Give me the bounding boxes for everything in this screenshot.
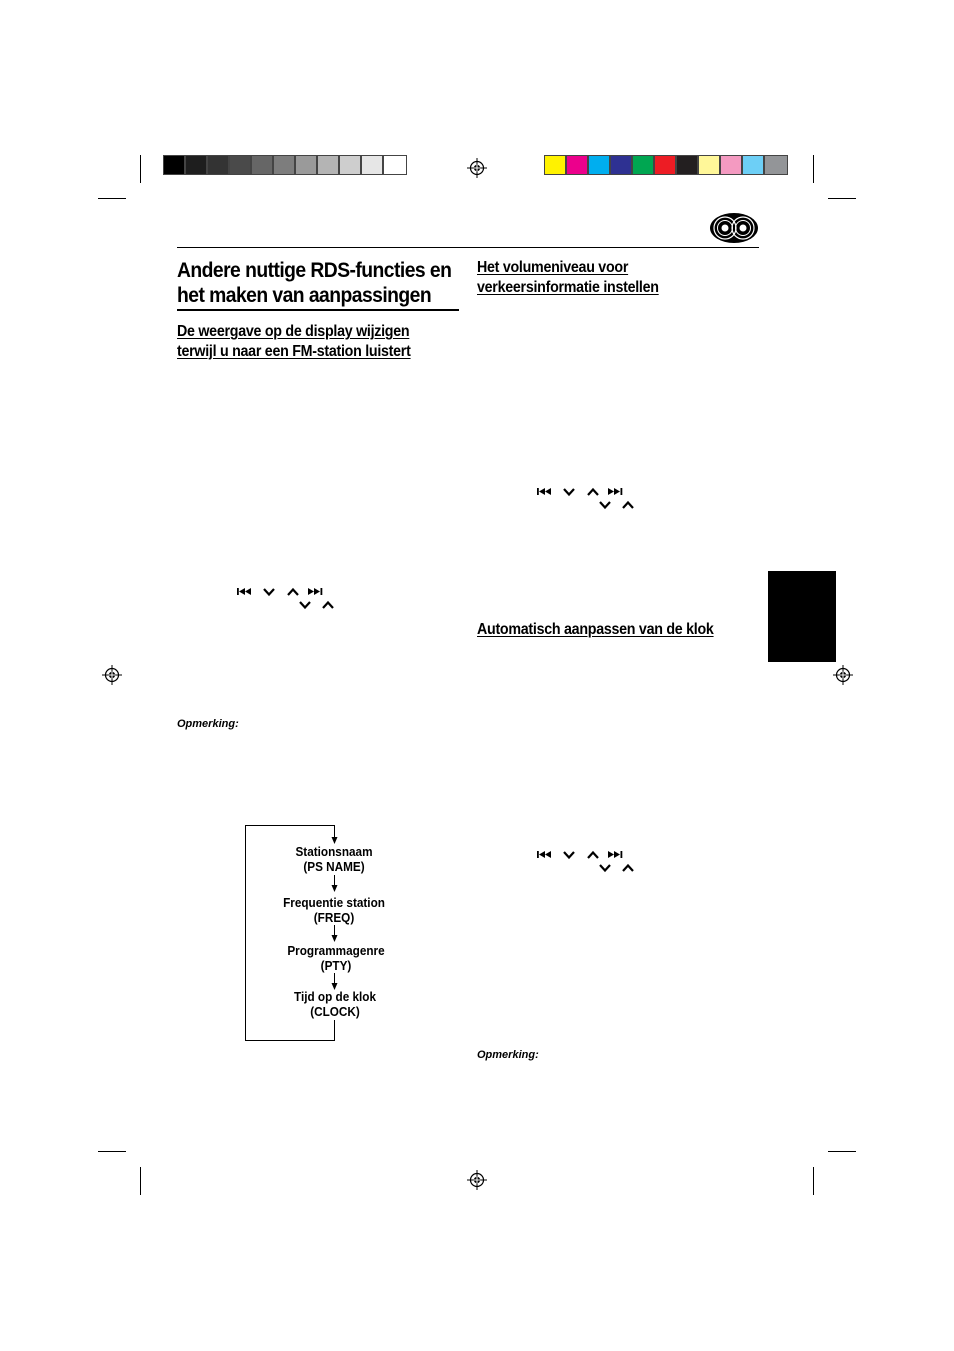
flow-item-code: (PS NAME): [303, 859, 365, 874]
control-buttons-icon: [236, 585, 336, 611]
crop-mark: [828, 198, 856, 199]
flow-loop-line: [245, 1040, 335, 1041]
section-heading-line2: verkeersinformatie instellen: [477, 279, 659, 296]
flow-item: [260, 990, 410, 1019]
flow-item-label: Stationsnaam: [295, 845, 373, 859]
crop-mark: [813, 155, 814, 183]
gray-swatch: [339, 155, 361, 175]
color-swatch: [588, 155, 610, 175]
gray-swatch: [229, 155, 251, 175]
section-heading-display: [177, 322, 411, 362]
flow-item-code: (CLOCK): [310, 1004, 360, 1019]
gray-swatch: [361, 155, 383, 175]
gray-swatch: [251, 155, 273, 175]
color-swatch: [720, 155, 742, 175]
section-heading-clock: Automatisch aanpassen van de klok: [477, 621, 714, 638]
registration-mark-icon: [833, 665, 853, 685]
section-heading-line2: terwijl u naar een FM-station luistert: [177, 343, 411, 360]
gray-swatch: [207, 155, 229, 175]
section-heading-line1: De weergave op de display wijzigen: [177, 323, 410, 340]
control-buttons-icon: [536, 485, 636, 511]
flow-arrow-icon: [329, 825, 340, 845]
crop-mark: [98, 1151, 126, 1152]
crop-mark: [828, 1151, 856, 1152]
gray-swatch: [163, 155, 185, 175]
flow-loop-line: [245, 825, 335, 826]
crop-mark: [140, 155, 141, 183]
language-tab: [768, 571, 836, 662]
section-heading-line1: Het volumeniveau voor: [477, 259, 629, 276]
color-swatch: [632, 155, 654, 175]
crop-mark: [98, 198, 126, 199]
color-swatch: [764, 155, 788, 175]
color-swatch: [676, 155, 698, 175]
flow-item-label: Tijd op de klok: [293, 990, 377, 1004]
note-label: Opmerking:: [177, 718, 239, 730]
registration-mark-icon: [102, 665, 122, 685]
registration-mark-icon: [467, 158, 487, 178]
header-rule: [177, 247, 759, 248]
crop-mark: [140, 1167, 141, 1195]
gray-swatch: [295, 155, 317, 175]
flow-item: [261, 944, 411, 973]
section-heading-traffic-volume: [477, 258, 659, 298]
disc-logo-icon: [709, 212, 759, 244]
registration-mark-icon: [467, 1170, 487, 1190]
gray-swatch: [317, 155, 339, 175]
control-buttons-icon: [536, 848, 636, 874]
color-swatch: [742, 155, 764, 175]
page-title-line1: Andere nuttige RDS-functies en: [177, 259, 452, 282]
color-swatch: [654, 155, 676, 175]
color-swatch: [610, 155, 632, 175]
crop-mark: [813, 1167, 814, 1195]
flow-arrow-icon: [329, 973, 340, 991]
flow-arrow-icon: [329, 875, 340, 893]
page-title-line2: het maken van aanpassingen: [177, 284, 432, 307]
page-title: [177, 258, 451, 308]
flow-item: [259, 845, 409, 874]
gray-swatch: [185, 155, 207, 175]
flow-item-label: Frequentie station: [283, 896, 385, 910]
flow-item-label: Programmagenre: [287, 944, 385, 958]
gray-swatch: [273, 155, 295, 175]
color-swatch: [698, 155, 720, 175]
flow-loop-line: [334, 1020, 335, 1041]
flow-item-code: (PTY): [320, 958, 352, 973]
color-swatch: [544, 155, 566, 175]
flow-item-code: (FREQ): [313, 910, 355, 925]
note-label: Opmerking:: [477, 1049, 539, 1061]
flow-arrow-icon: [329, 925, 340, 943]
gray-swatch: [383, 155, 407, 175]
flow-item: [259, 896, 409, 925]
color-swatch: [566, 155, 588, 175]
title-underline: [177, 309, 459, 311]
flow-loop-line: [245, 825, 246, 1041]
